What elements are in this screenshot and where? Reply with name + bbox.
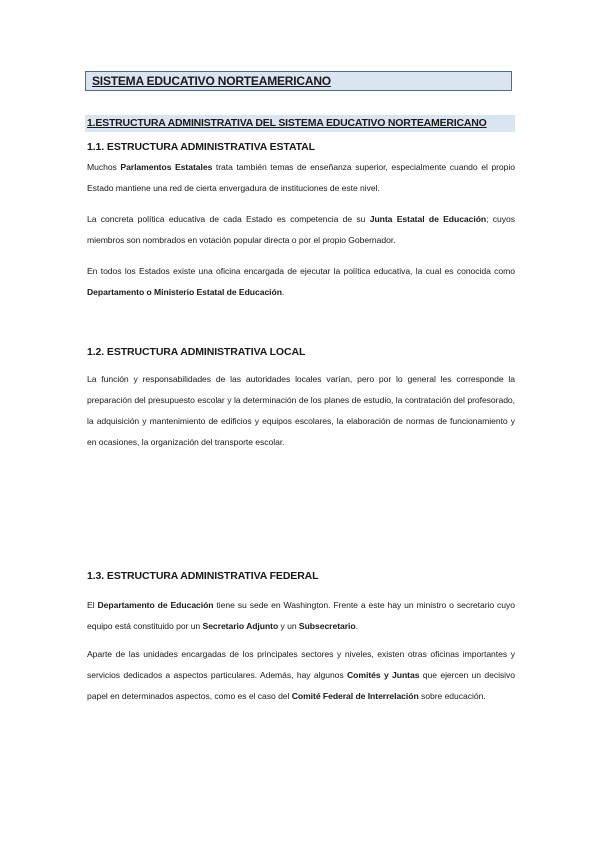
subsection-heading-local: 1.2. ESTRUCTURA ADMINISTRATIVA LOCAL	[87, 346, 306, 358]
section-heading: 1.ESTRUCTURA ADMINISTRATIVA DEL SISTEMA EDUCATIVO NORTEAMERICANO	[85, 115, 515, 132]
paragraph-estatal-1: Muchos Parlamentos Estatales trata también temas de enseñanza superior, especialmente cuando el propio Estado mantiene una red de cierta envergadura de instituciones de este nivel.	[87, 162, 515, 193]
document-title: SISTEMA EDUCATIVO NORTEAMERICANO	[85, 71, 512, 91]
paragraph-federal-1: El Departamento de Educación tiene su sede en Washington. Frente a este hay un ministro o secretario cuyo equipo está constituido por un Secretario Adjunto y un Subsecretario.	[87, 600, 515, 631]
subsection-heading-estatal: 1.1. ESTRUCTURA ADMINISTRATIVA ESTATAL	[87, 141, 315, 153]
paragraph-estatal-2: La concreta política educativa de cada Estado es competencia de su Junta Estatal de Educación; cuyos miembros son nombrados en votación popular directa o por el propio Gobernador.	[87, 214, 516, 245]
paragraph-local-1: La función y responsabilidades de las autoridades locales varían, pero por lo general les corresponde la preparación del presupuesto escolar y la determinación de los planes de estudio, la contratación del profesorado, la adquisición y mantenimiento de edificios y equipos escolares, la elaboración de normas de funcionamiento y en ocasiones, la organización del transporte escolar.	[87, 374, 515, 447]
paragraph-estatal-3: En todos los Estados existe una oficina encargada de ejecutar la política educativa, la cual es conocida como Departamento o Ministerio Estatal de Educación.	[87, 266, 515, 297]
subsection-heading-federal: 1.3. ESTRUCTURA ADMINISTRATIVA FEDERAL	[87, 570, 319, 582]
paragraph-federal-2: Aparte de las unidades encargadas de los principales sectores y niveles, existen otras oficinas importantes y servicios dedicados a aspectos particulares. Además, hay algunos Comités y Juntas que ejercen un decisivo papel en determinados aspectos, como es el caso del Comité Federal de Interrelación sobre educación.	[87, 649, 516, 701]
